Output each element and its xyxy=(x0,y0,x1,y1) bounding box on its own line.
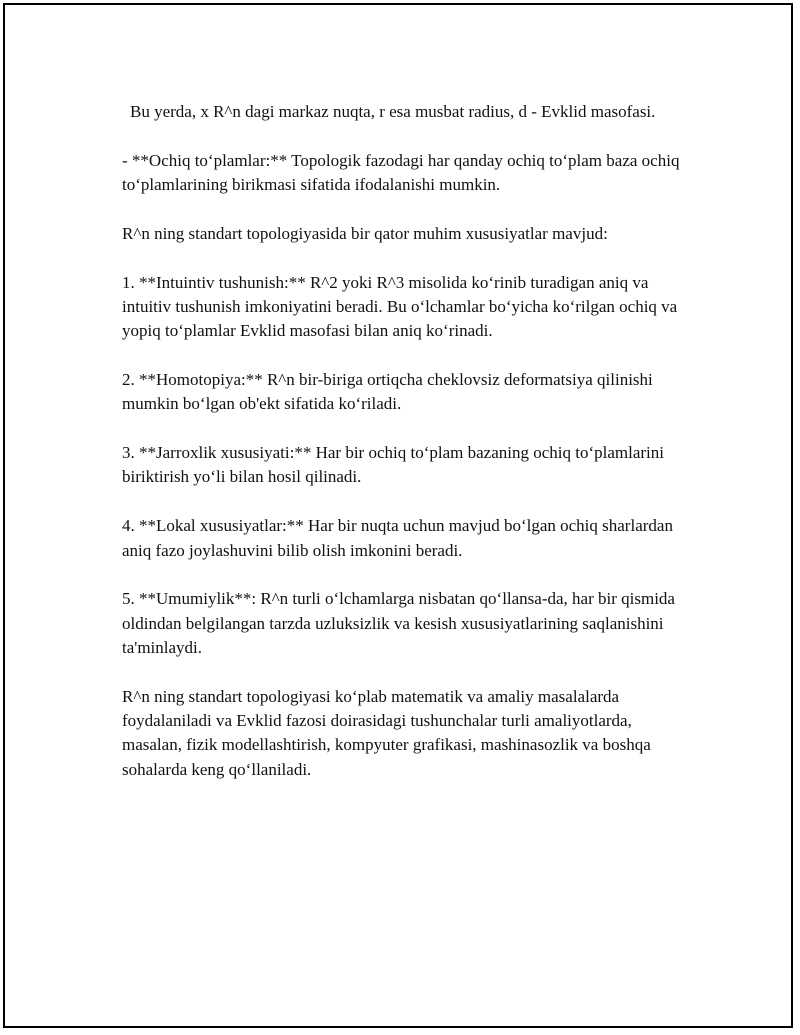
list-item-homotopy: 2. **Homotopiya:** R^n bir-biriga ortiqcha cheklovsiz deformatsiya qilinishi mumkin bo‘lgan ob'ekt sifatida ko‘riladi. xyxy=(122,370,653,414)
paragraph-applications: R^n ning standart topologiyasi ko‘plab matematik va amaliy masalalarda foydalaniladi va Evklid fazosi doirasidagi tushunchalar turli amaliyotlarda, masalan, fizik modellashtirish, kompyuter grafikasi, mashinasozlik va boshqa sohalarda keng qo‘llaniladi. xyxy=(122,686,651,779)
page-frame xyxy=(3,3,793,1028)
list-item-generality: 5. **Umumiylik**: R^n turli o‘lchamlarga nisbatan qo‘llansa-da, har bir qismida oldindan belgilangan tarzda uzluksizlik va kesish xususiyatlarining saqlanishini ta'minlaydi. xyxy=(122,589,675,657)
paragraph-euclid-distance-note: Bu yerda, x R^n dagi markaz nuqta, r esa musbat radius, d - Evklid masofasi. xyxy=(130,102,656,121)
paragraph-open-sets: - **Ochiq to‘plamlar:** Topologik fazodagi har qanday ochiq to‘plam baza ochiq to‘plamlarining birikmasi sifatida ifodalanishi mumkin. xyxy=(122,150,680,195)
list-item-local: 4. **Lokal xususiyatlar:** Har bir nuqta uchun mavjud bo‘lgan ochiq sharlardan aniq fazo joylashuvini bilib olish imkonini beradi. xyxy=(122,516,673,560)
list-item-surgery: 3. **Jarroxlik xususiyati:** Har bir ochiq to‘plam bazaning ochiq to‘plamlarini biriktirish yo‘li bilan hosil qilinadi. xyxy=(122,443,664,487)
paragraph-properties-intro: R^n ning standart topologiyasida bir qator muhim xususiyatlar mavjud: xyxy=(122,223,608,243)
document-body xyxy=(122,100,692,806)
list-item-intuitive: 1. **Intuintiv tushunish:** R^2 yoki R^3 misolida ko‘rinib turadigan aniq va intuitiv tushunish imkoniyatini beradi. Bu o‘lchamlar bo‘yicha ko‘rilgan ochiq va yopiq to‘plamlar Evklid masofasi bilan aniq ko‘rinadi. xyxy=(122,272,678,341)
